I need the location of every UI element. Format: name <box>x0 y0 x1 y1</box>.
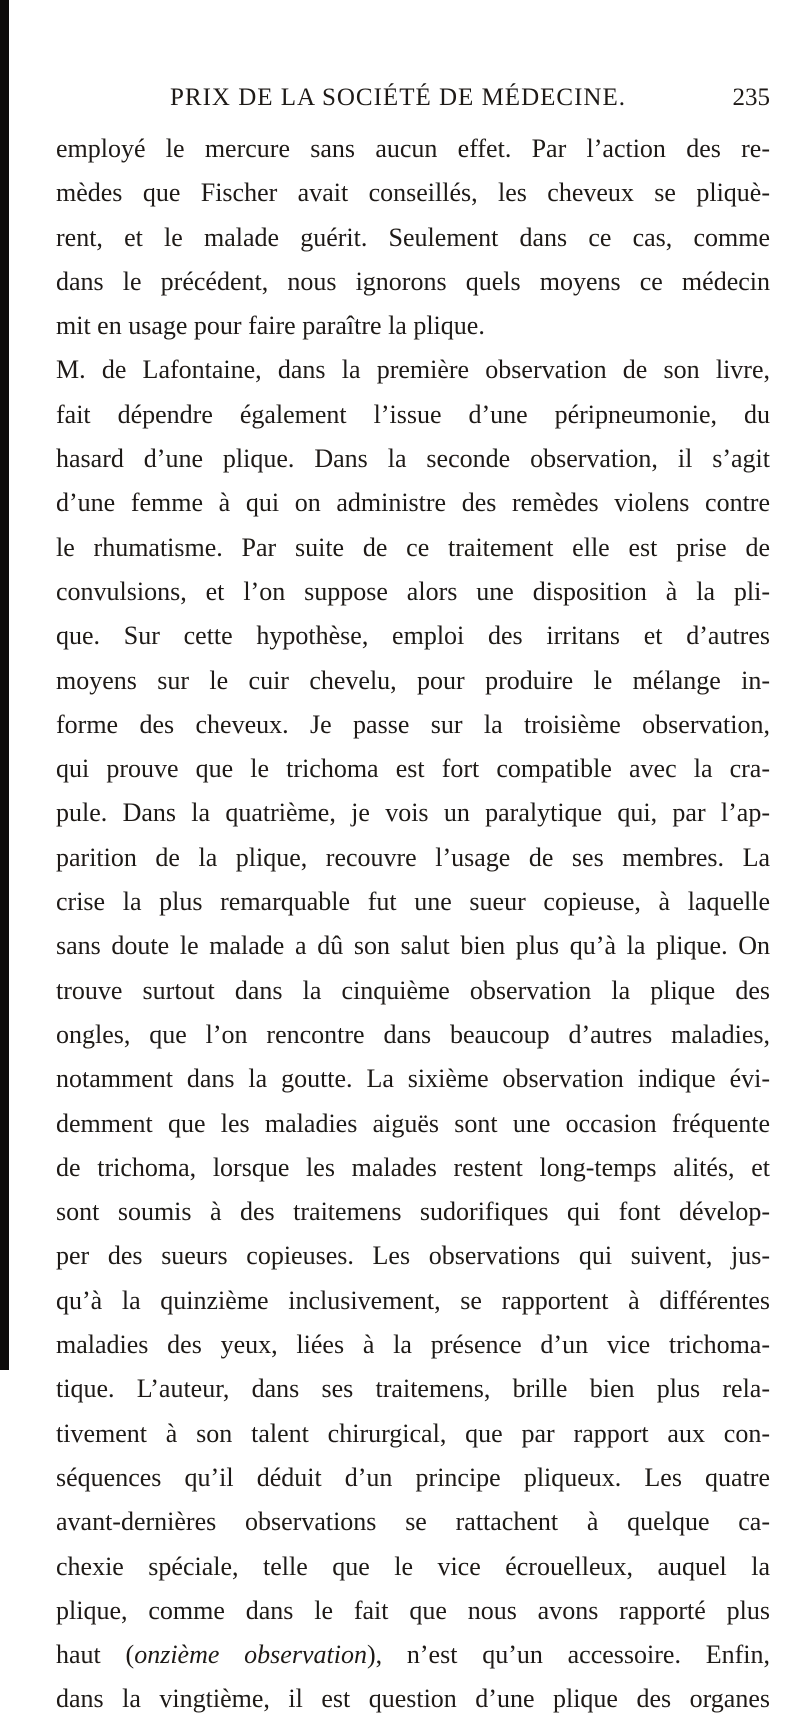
text-line: tivement à son talent chirurgical, que par rapport aux con- <box>56 1418 770 1448</box>
text-fragment: haut ( <box>56 1640 135 1670</box>
text-line: chexie spéciale, telle que le vice écrouelleux, auquel la <box>56 1551 770 1581</box>
text-line: crise la plus remarquable fut une sueur copieuse, à laquelle <box>56 887 770 917</box>
text-line: demment que les maladies aiguës sont une occasion fréquente <box>56 1108 770 1138</box>
text-line: moyens sur le cuir chevelu, pour produire le mélange in- <box>56 665 770 695</box>
text-line: hasard d’une plique. Dans la seconde observation, il s’agit <box>56 444 770 474</box>
text-line: fait dépendre également l’issue d’une péripneumonie, du <box>56 399 770 429</box>
text-line: maladies des yeux, liées à la présence d’un vice trichoma- <box>56 1330 770 1360</box>
running-head: PRIX DE LA SOCIÉTÉ DE MÉDECINE. <box>170 84 626 111</box>
text-line: avant-dernières observations se rattachent à quelque ca- <box>56 1507 770 1537</box>
page-number: 235 <box>732 84 770 111</box>
text-fragment: ), n’est qu’un accessoire. Enfin, <box>366 1640 770 1670</box>
text-line: mèdes que Fischer avait conseillés, les cheveux se pliquè- <box>56 178 770 208</box>
text-line: M. de Lafontaine, dans la première observation de son livre, <box>56 355 770 385</box>
text-line: tique. L’auteur, dans ses traitemens, brille bien plus rela- <box>56 1374 770 1404</box>
text-line: qu’à la quinzième inclusivement, se rapportent à différentes <box>56 1285 770 1315</box>
text-line: ongles, que l’on rencontre dans beaucoup d’autres maladies, <box>56 1019 770 1049</box>
text-line: plique, comme dans le fait que nous avons rapporté plus <box>56 1595 770 1625</box>
text-line: rent, et le malade guérit. Seulement dans ce cas, comme <box>56 222 770 252</box>
text-line: employé le mercure sans aucun effet. Par l’action des re- <box>56 134 770 163</box>
italic-citation: onzième observation <box>134 1640 367 1670</box>
text-line: dans la vingtième, il est question d’une plique des organes <box>56 1684 770 1714</box>
text-line: d’une femme à qui on administre des remèdes violens contre <box>56 488 770 518</box>
text-line: forme des cheveux. Je passe sur la troisième observation, <box>56 709 770 739</box>
text-line: pule. Dans la quatrième, je vois un paralytique qui, par l’ap- <box>56 798 770 828</box>
text-line: le rhumatisme. Par suite de ce traitement elle est prise de <box>56 532 770 562</box>
text-line: sont soumis à des traitemens sudorifiques qui font dévelop- <box>56 1197 770 1227</box>
page-header <box>170 84 770 120</box>
text-line: que. Sur cette hypothèse, emploi des irritans et d’autres <box>56 621 770 651</box>
text-line: per des sueurs copieuses. Les observations qui suivent, jus- <box>56 1241 770 1271</box>
text-line: convulsions, et l’on suppose alors une disposition à la pli- <box>56 576 770 606</box>
text-line: sans doute le malade a dû son salut bien plus qu’à la plique. On <box>56 931 770 961</box>
text-line-mixed <box>56 1633 770 1677</box>
text-line: de trichoma, lorsque les malades restent long-temps alités, et <box>56 1152 770 1182</box>
body-text <box>56 127 770 1722</box>
text-line: trouve surtout dans la cinquième observation la plique des <box>56 975 770 1005</box>
text-line: parition de la plique, recouvre l’usage de ses membres. La <box>56 842 770 872</box>
text-line: séquences qu’il déduit d’un principe pliqueux. Les quatre <box>56 1462 770 1492</box>
text-line: mit en usage pour faire paraître la plique. <box>56 311 485 341</box>
text-line: dans le précédent, nous ignorons quels moyens ce médecin <box>56 266 770 296</box>
text-line: notamment dans la goutte. La sixième observation indique évi- <box>56 1064 770 1094</box>
text-line: qui prouve que le trichoma est fort compatible avec la cra- <box>56 754 770 784</box>
